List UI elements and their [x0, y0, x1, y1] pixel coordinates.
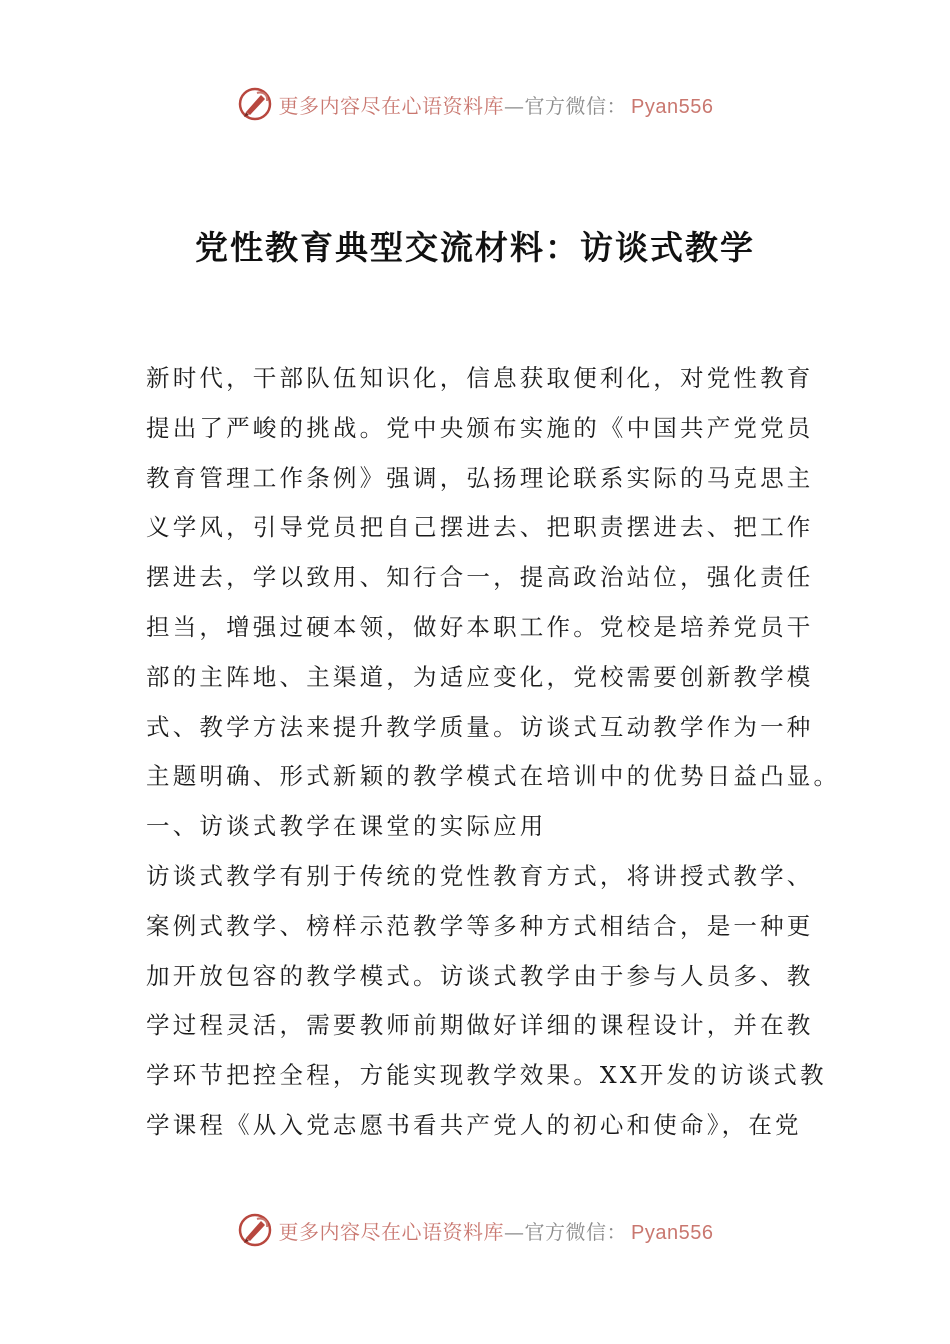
body-line: 部的主阵地、主渠道，为适应变化，党校需要创新教学模: [146, 662, 814, 691]
body-line: 学课程《从入党志愿书看共产党人的初心和使命》，在党: [146, 1110, 802, 1139]
watermark-wechat-label: 官方微信：: [524, 93, 628, 118]
document-body: [146, 354, 841, 1151]
watermark-separator: —: [504, 93, 525, 118]
body-line: 新时代，干部队伍知识化，信息获取便利化，对党性教育: [146, 364, 814, 392]
watermark-text: [279, 1216, 714, 1245]
watermark-handle: Pyan556: [631, 1221, 714, 1244]
watermark-brand: 更多内容尽在心语资料库: [278, 93, 505, 118]
section-heading: 一、访谈式教学在课堂的实际应用: [146, 812, 547, 841]
watermark-handle: Pyan556: [631, 95, 714, 118]
watermark-wechat-label: 官方微信：: [524, 1219, 628, 1244]
watermark-footer: [0, 1208, 950, 1252]
watermark-text: [279, 90, 714, 119]
body-line: 教育管理工作条例》强调，弘扬理论联系实际的马克思主: [146, 463, 814, 492]
body-line: 加开放包容的教学模式。访谈式教学由于参与人员多、教: [146, 961, 814, 990]
watermark-separator: —: [504, 1219, 525, 1244]
pen-logo-icon: [237, 86, 273, 122]
body-line: 摆进去，学以致用、知行合一，提高政治站位，强化责任: [146, 563, 814, 592]
body-line: 式、教学方法来提升教学质量。访谈式互动教学作为一种: [146, 712, 814, 741]
watermark-brand: 更多内容尽在心语资料库: [278, 1219, 505, 1244]
body-line: 案例式教学、榜样示范教学等多种方式相结合，是一种更: [146, 911, 814, 940]
body-line: 学环节把控全程，方能实现教学效果。XX开发的访谈式教: [146, 1061, 827, 1090]
document-title: 党性教育典型交流材料：访谈式教学: [195, 228, 755, 267]
pen-logo-icon: [237, 1212, 273, 1248]
body-line: 义学风，引导党员把自己摆进去、把职责摆进去、把工作: [146, 513, 814, 542]
body-line: 担当，增强过硬本领，做好本职工作。党校是培养党员干: [146, 612, 814, 641]
watermark-header: [0, 82, 950, 126]
body-line: 学过程灵活，需要教师前期做好详细的课程设计，并在教: [146, 1011, 814, 1040]
body-line: 主题明确、形式新颖的教学模式在培训中的优势日益凸显。: [146, 762, 841, 791]
body-line: 提出了严峻的挑战。党中央颁布实施的《中国共产党党员: [146, 413, 814, 442]
body-line: 访谈式教学有别于传统的党性教育方式，将讲授式教学、: [146, 861, 814, 890]
